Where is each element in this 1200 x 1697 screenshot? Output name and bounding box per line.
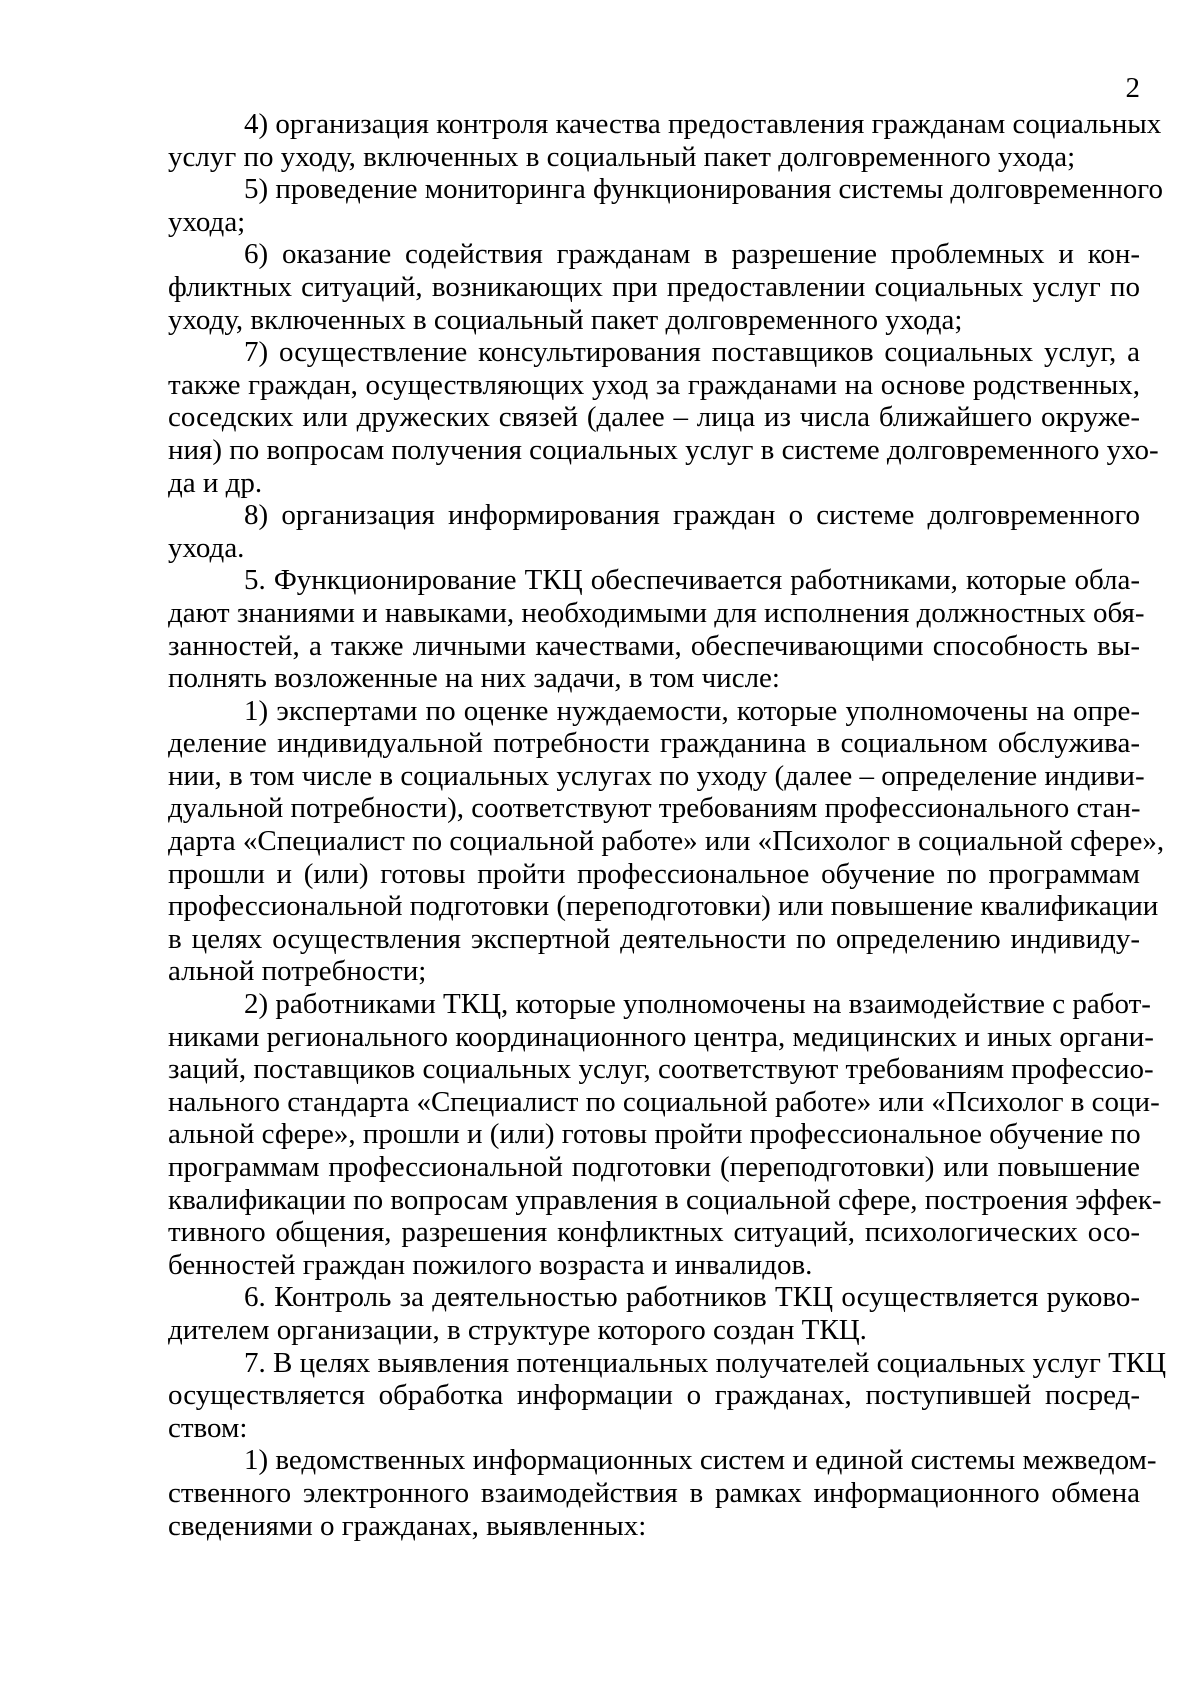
paragraph-line: сведениями о гражданах, выявленных: <box>168 1509 647 1542</box>
paragraph-line: 1) экспертами по оценке нуждаемости, которые уполномочены на опре- <box>244 694 1140 727</box>
paragraph-line: бенностей граждан пожилого возраста и инвалидов. <box>168 1248 813 1281</box>
paragraph-line: дарта «Специалист по социальной работе» или «Психолог в социальной сфере», <box>168 825 1165 858</box>
paragraph-line: квалификации по вопросам управления в социальной сфере, построения эффек- <box>168 1183 1162 1216</box>
paragraph <box>168 336 1159 499</box>
paragraph-line: прошли и (или) готовы пройти профессиональное обучение по программам <box>168 857 1140 890</box>
paragraph <box>168 988 1162 1281</box>
paragraph-line: ственного электронного взаимодействия в рамках информационного обмена <box>168 1476 1140 1509</box>
paragraph <box>168 499 1140 564</box>
page-number: 2 <box>1125 72 1140 104</box>
paragraph-line: дуальной потребности), соответствуют требованиям профессионального стан- <box>168 792 1141 825</box>
paragraph-line: услуг по уходу, включенных в социальный пакет долговременного ухода; <box>168 140 1076 173</box>
document-body <box>168 108 1167 1542</box>
paragraph-line: осуществляется обработка информации о гражданах, поступившей посред- <box>168 1379 1140 1412</box>
paragraph-line: 5) проведение мониторинга функционирования системы долговременного <box>244 173 1163 206</box>
paragraph-line: 4) организация контроля качества предоставления гражданам социальных <box>244 108 1162 140</box>
paragraph-line: полнять возложенные на них задачи, в том числе: <box>168 662 780 695</box>
paragraph-line: альной сфере», прошли и (или) готовы пройти профессиональное обучение по <box>168 1118 1141 1151</box>
paragraph-line: фликтных ситуаций, возникающих при предоставлении социальных услуг по <box>168 270 1140 303</box>
paragraph-line: 6) оказание содействия гражданам в разрешение проблемных и кон- <box>244 238 1140 271</box>
paragraph <box>168 238 1140 336</box>
paragraph <box>168 1346 1167 1445</box>
paragraph-line: деление индивидуальной потребности гражданина в социальном обслужива- <box>168 727 1140 760</box>
paragraph <box>168 1444 1157 1542</box>
paragraph-line: 7. В целях выявления потенциальных получателей социальных услуг ТКЦ <box>244 1346 1167 1379</box>
paragraph-line: соседских или дружеских связей (далее – лица из числа ближайшего окруже- <box>168 401 1140 434</box>
paragraph-line: занностей, а также личными качествами, обеспечивающими способность вы- <box>168 629 1140 662</box>
paragraph <box>168 694 1165 988</box>
paragraph-line: альной потребности; <box>168 955 427 988</box>
paragraph <box>168 1281 1140 1346</box>
paragraph-line: уходу, включенных в социальный пакет долговременного ухода; <box>168 303 963 336</box>
paragraph-line: тивного общения, разрешения конфликтных ситуаций, психологических осо- <box>168 1216 1140 1249</box>
paragraph-line: в целях осуществления экспертной деятельности по определению индивиду- <box>168 922 1140 955</box>
paragraph-line: дают знаниями и навыками, необходимыми для исполнения должностных обя- <box>168 596 1145 629</box>
paragraph-line: 7) осуществление консультирования поставщиков социальных услуг, а <box>244 336 1140 369</box>
paragraph-line: никами регионального координационного центра, медицинских и иных органи- <box>168 1020 1154 1053</box>
paragraph-line: 5. Функционирование ТКЦ обеспечивается работниками, которые обла- <box>244 564 1140 597</box>
paragraph-line: программам профессиональной подготовки (переподготовки) или повышение <box>168 1151 1140 1183</box>
paragraph-line: ством: <box>168 1411 248 1444</box>
paragraph-line: дителем организации, в структуре которого создан ТКЦ. <box>168 1313 867 1346</box>
paragraph-line: 6. Контроль за деятельностью работников ТКЦ осуществляется руково- <box>244 1281 1140 1314</box>
paragraph-line: да и др. <box>168 466 263 499</box>
paragraph-line: профессиональной подготовки (переподготовки) или повышение квалификации <box>168 890 1159 923</box>
paragraph-line: нии, в том числе в социальных услугах по уходу (далее – определение индиви- <box>168 759 1145 792</box>
paragraph-line: ухода. <box>168 531 245 564</box>
paragraph-line: 2) работниками ТКЦ, которые уполномочены на взаимодействие с работ- <box>244 988 1151 1021</box>
paragraph-line: 1) ведомственных информационных систем и единой системы межведом- <box>244 1444 1157 1477</box>
paragraph <box>168 173 1163 238</box>
paragraph-line: нального стандарта «Специалист по социальной работе» или «Психолог в соци- <box>168 1085 1160 1118</box>
paragraph-line: 8) организация информирования граждан о системе долговременного <box>244 499 1140 532</box>
paragraph-line: заций, поставщиков социальных услуг, соответствуют требованиям профессио- <box>168 1053 1154 1086</box>
paragraph <box>168 108 1162 173</box>
paragraph-line: также граждан, осуществляющих уход за гражданами на основе родственных, <box>168 368 1140 401</box>
paragraph <box>168 564 1145 695</box>
paragraph-line: ния) по вопросам получения социальных услуг в системе долговременного ухо- <box>168 433 1159 466</box>
paragraph-line: ухода; <box>168 205 246 238</box>
